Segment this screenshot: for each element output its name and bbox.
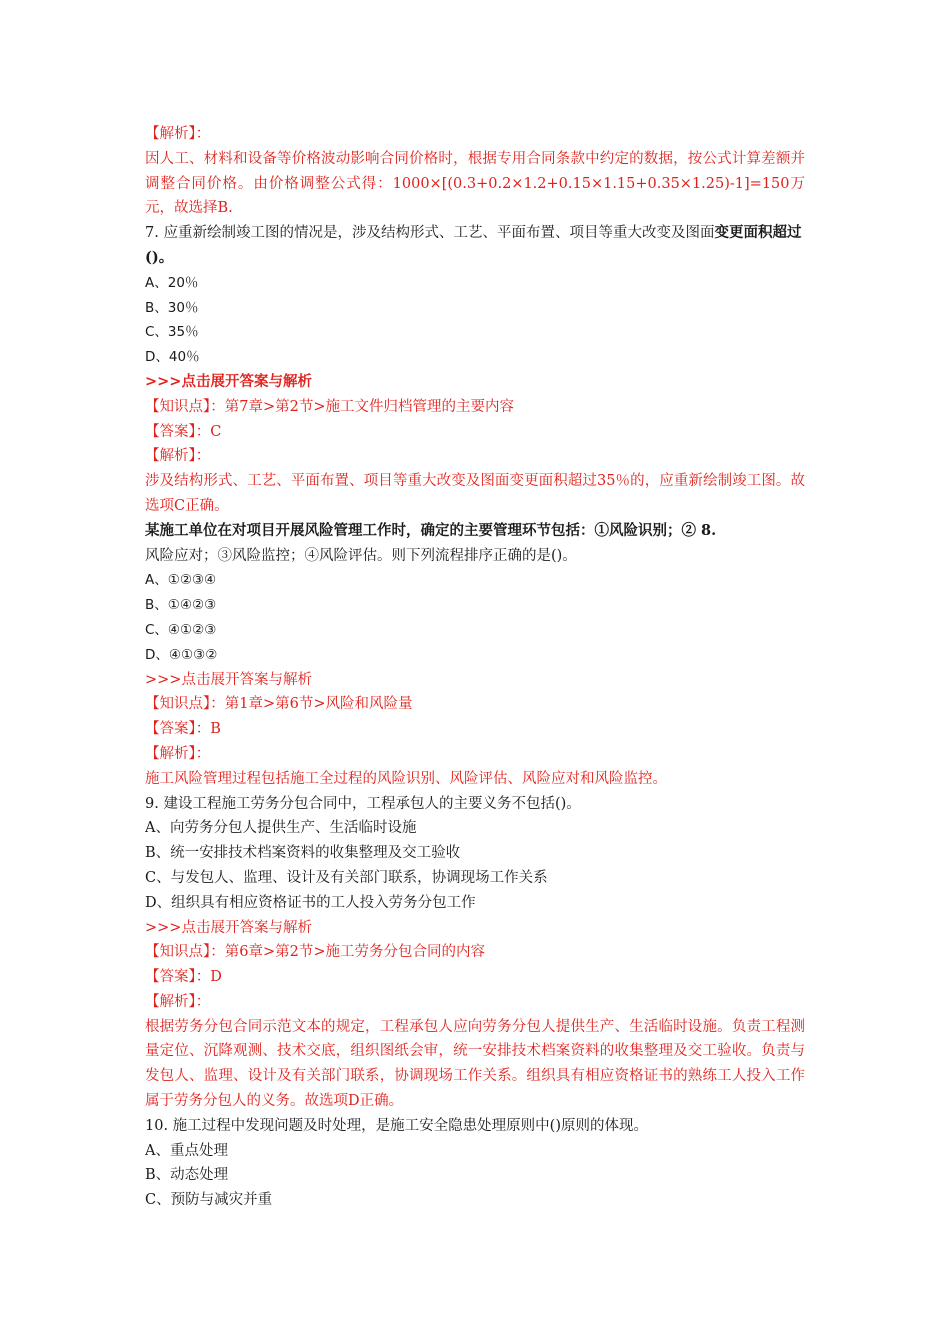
q8-knowledge-point: 【知识点】：第1章>第6节>风险和风险量 (145, 696, 413, 713)
q7-analysis-text: 涉及结构形式、工艺、平面布置、项目等重大改变及图面变更面积超过35％的，应重新绘制竣工图。故选项C正确。 (145, 473, 805, 514)
q7-knowledge-point: 【知识点】：第7章>第2节>施工文件归档管理的主要内容 (145, 398, 514, 415)
q9-expand-link[interactable]: >>>点击展开答案与解析 (145, 919, 312, 936)
q7-answer: 【答案】：C (145, 423, 222, 440)
q8-analysis-text: 施工风险管理过程包括施工全过程的风险识别、风险评估、风险应对和风险监控。 (145, 770, 667, 787)
q7-expand-link[interactable]: >>>点击展开答案与解析 (145, 372, 312, 390)
q7-question-text: 7. 应重新绘制竣工图的情况是，涉及结构形式、工艺、平面布置、项目等重大改变及图面 (145, 225, 715, 242)
document-page (145, 122, 805, 1213)
q8-option-d[interactable]: D、④①③② (145, 646, 218, 663)
q7-option-d[interactable]: D、40％ (145, 349, 200, 366)
q7-option-b[interactable]: B、30％ (145, 299, 199, 316)
q7-question (145, 221, 805, 271)
q8-analysis-label: 【解析】： (145, 745, 211, 762)
q9-answer: 【答案】：D (145, 969, 222, 986)
q10-option-c[interactable]: C、预防与减灾并重 (145, 1192, 273, 1209)
q9-knowledge-point: 【知识点】：第6章>第2节>施工劳务分包合同的内容 (145, 944, 485, 961)
q7-question-text-bold: 变更面积超过()。 (145, 224, 802, 266)
q9-option-d[interactable]: D、组织具有相应资格证书的工人投入劳务分包工作 (145, 894, 476, 911)
q10-option-a[interactable]: A、重点处理 (145, 1142, 228, 1159)
q7-option-a[interactable]: A、20％ (145, 274, 199, 291)
q9-question: 9. 建设工程施工劳务分包合同中，工程承包人的主要义务不包括()。 (145, 795, 581, 812)
q9-option-c[interactable]: C、与发包人、监理、设计及有关部门联系，协调现场工作关系 (145, 869, 548, 886)
q10-option-b[interactable]: B、动态处理 (145, 1167, 229, 1184)
q8-question-line2: 风险应对；③风险监控；④风险评估。则下列流程排序正确的是()。 (145, 547, 577, 564)
q7-analysis-label: 【解析】： (145, 448, 211, 465)
q9-option-a[interactable]: A、向劳务分包人提供生产、生活临时设施 (145, 820, 417, 837)
q8-answer: 【答案】：B (145, 721, 221, 738)
q10-question: 10. 施工过程中发现问题及时处理，是施工安全隐患处理原则中()原则的体现。 (145, 1117, 648, 1134)
q8-expand-link[interactable]: >>>点击展开答案与解析 (145, 671, 312, 688)
q6-analysis-label: 【解析】： (145, 126, 211, 142)
q9-analysis-text: 根据劳务分包合同示范文本的规定，工程承包人应向劳务分包人提供生产、生活临时设施。负责工程测量定位、沉降观测、技术交底，组织图纸会审，统一安排技术档案资料的收集整理及交工验收。负责与发包人、监理、设计及有关部门联系，协调现场工作关系。组织具有相应资格证书的熟练工人投入工作属于劳务分包人的义务。故选项D正确。 (145, 1018, 805, 1110)
q8-option-a[interactable]: A、①②③④ (145, 572, 217, 589)
q9-option-b[interactable]: B、统一安排技术档案资料的收集整理及交工验收 (145, 845, 461, 862)
q9-analysis-label: 【解析】： (145, 993, 211, 1010)
q6-analysis-text: 因人工、材料和设备等价格波动影响合同价格时，根据专用合同条款中约定的数据，按公式计算差额并调整合同价格。由价格调整公式得：1000×[(0.3+0.2×1.2+0.15×1.15+0.35×1.25)-1]=150万元，故选择B. (145, 150, 805, 217)
q8-option-c[interactable]: C、④①②③ (145, 621, 217, 638)
q8-question-line1: 某施工单位在对项目开展风险管理工作时，确定的主要管理环节包括：①风险识别；② 8. (145, 521, 717, 539)
q8-option-b[interactable]: B、①④②③ (145, 597, 217, 614)
q7-option-c[interactable]: C、35％ (145, 324, 199, 341)
